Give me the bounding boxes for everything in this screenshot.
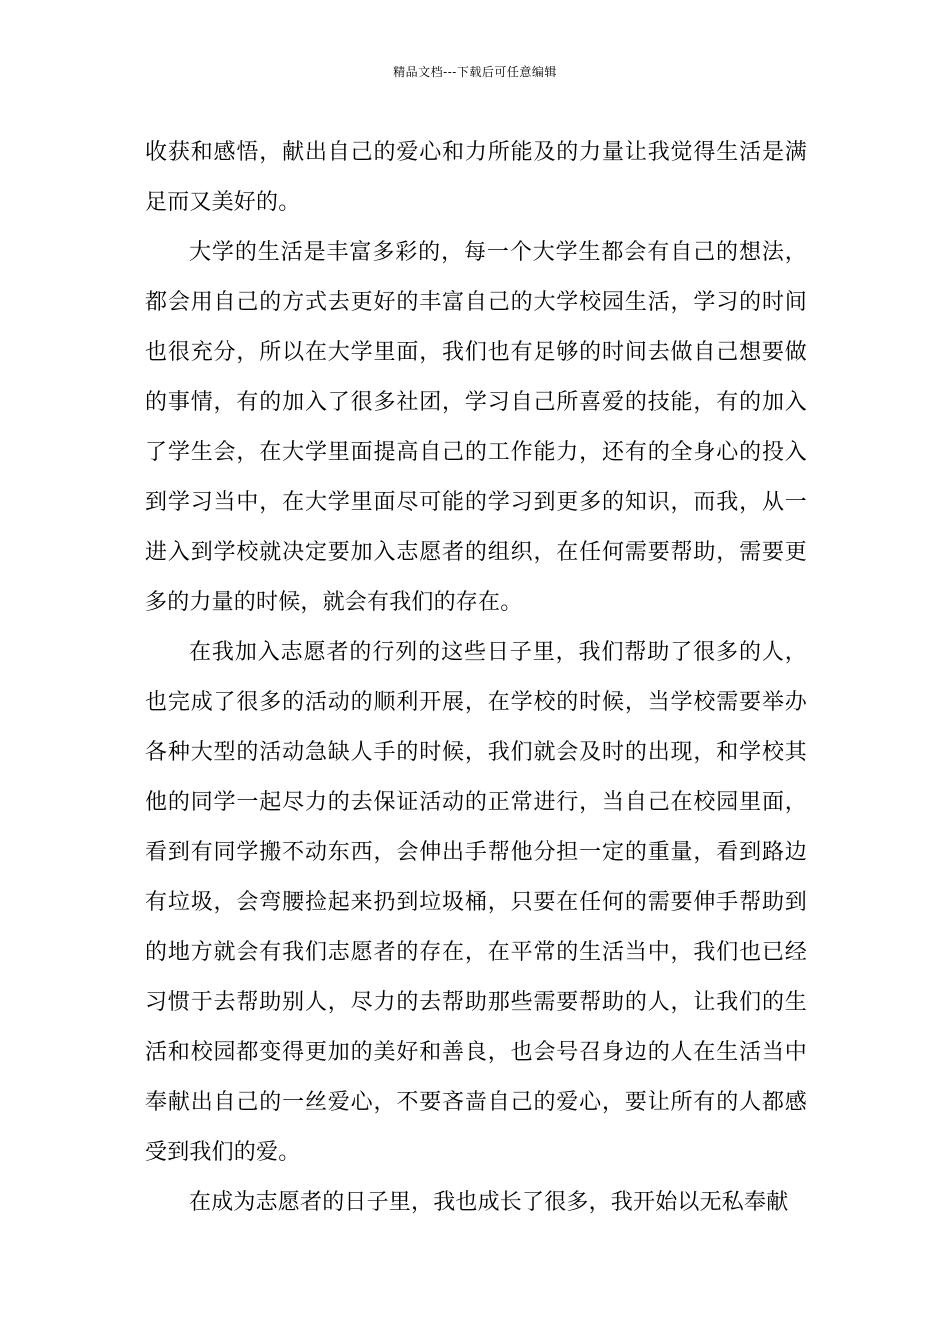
- document-body: [145, 128, 807, 1228]
- page-header: 精品文档---下载后可任意编辑: [393, 65, 557, 79]
- paragraph-growth: 在成为志愿者的日子里，我也成长了很多，我开始以无私奉献: [189, 1190, 789, 1215]
- paragraph-continuation: 收获和感悟，献出自己的爱心和力所能及的力量让我觉得生活是满足而又美好的。: [145, 140, 807, 215]
- paragraph-volunteer-days: 在我加入志愿者的行列的这些日子里，我们帮助了很多的人，也完成了很多的活动的顺利开展，在学校的时候，当学校需要举办各种大型的活动急缺人手的时候，我们就会及时的出现，和学校其他的同学一起尽力的去保证活动的正常进行，当自己在校园里面，看到有同学搬不动东西，会伸出手帮他分担一定的重量，看到路边有垃圾，会弯腰捡起来扔到垃圾桶，只要在任何的需要伸手帮助到的地方就会有我们志愿者的存在，在平常的生活当中，我们也已经习惯于去帮助别人，尽力的去帮助那些需要帮助的人，让我们的生活和校园都变得更加的美好和善良，也会号召身边的人在生活当中奉献出自己的一丝爱心，不要吝啬自己的爱心，要让所有的人都感受到我们的爱。: [145, 640, 807, 1165]
- paragraph-university-life: 大学的生活是丰富多彩的，每一个大学生都会有自己的想法，都会用自己的方式去更好的丰富自己的大学校园生活，学习的时间也很充分，所以在大学里面，我们也有足够的时间去做自己想要做的事情，有的加入了很多社团，学习自己所喜爱的技能，有的加入了学生会，在大学里面提高自己的工作能力，还有的全身心的投入到学习当中，在大学里面尽可能的学习到更多的知识，而我，从一进入到学校就决定要加入志愿者的组织，在任何需要帮助，需要更多的力量的时候，就会有我们的存在。: [145, 240, 807, 615]
